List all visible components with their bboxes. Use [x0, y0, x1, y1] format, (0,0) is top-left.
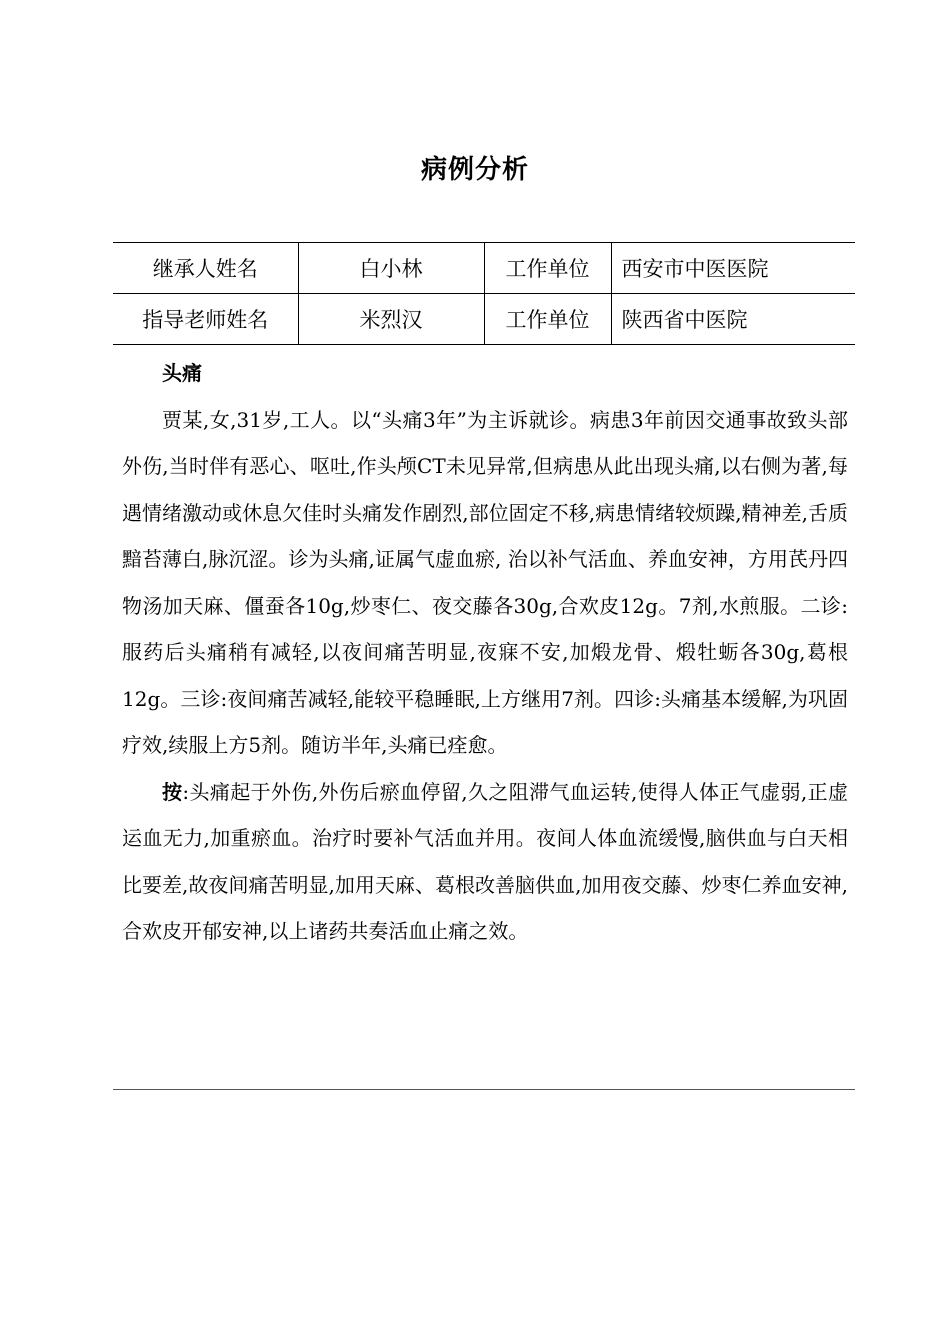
successor-unit-label: 工作单位 [484, 243, 611, 294]
case-body-paragraph: 贾某,女,31岁,工人。以“头痛3年”为主诉就诊。病患3年前因交通事故致头部外伤,当时伴有恶心、呕吐,作头颅CT未见异常,但病患从此出现头痛,以右侧为著,每遇情绪激动或休息欠佳时头痛发作剧烈,部位固定不移,病患情绪较烦躁,精神差,舌质黯苔薄白,脉沉涩。诊为头痛,证属气虚血瘀, 治以补气活血、养血安神，方用芪丹四物汤加天麻、僵蚕各10g,炒枣仁、夜交藤各30g,合欢皮12g。7剂,水煎服。二诊:服药后头痛稍有减轻,以夜间痛苦明显,夜寐不安,加煅龙骨、煅牡蛎各30g,葛根12g。三诊:夜间痛苦减轻,能较平稳睡眠,上方继用7剂。四诊:头痛基本缓解,为巩固疗效,续服上方5剂。随访半年,头痛已痊愈。 [122, 407, 848, 757]
table-row-mentor [113, 294, 855, 345]
table-row-successor [113, 243, 855, 294]
case-heading: 头痛 [162, 361, 202, 385]
mentor-unit-label: 工作单位 [484, 294, 611, 345]
mentor-name-value: 米烈汉 [298, 294, 484, 345]
note-label: 按 [162, 779, 183, 804]
page-title: 病例分析 [420, 155, 529, 185]
successor-name-value: 白小林 [298, 243, 484, 294]
bottom-divider [113, 1089, 855, 1090]
case-note-paragraph [122, 769, 848, 955]
successor-unit-value: 西安市中医医院 [611, 243, 855, 294]
mentor-unit-value: 陕西省中医院 [611, 294, 855, 345]
info-table [113, 242, 855, 345]
note-body: :头痛起于外伤,外伤后瘀血停留,久之阻滞气血运转,使得人体正气虚弱,正虚运血无力,加重瘀血。治疗时要补气活血并用。夜间人体血流缓慢,脑供血与白天相比要差,故夜间痛苦明显,加用天麻、葛根改善脑供血,加用夜交藤、炒枣仁养血安神,合欢皮开郁安神,以上诸药共奏活血止痛之效。 [122, 779, 849, 943]
case-content [122, 350, 848, 955]
case-heading-paragraph [122, 350, 848, 397]
mentor-name-label: 指导老师姓名 [113, 294, 298, 345]
successor-name-label: 继承人姓名 [113, 243, 298, 294]
